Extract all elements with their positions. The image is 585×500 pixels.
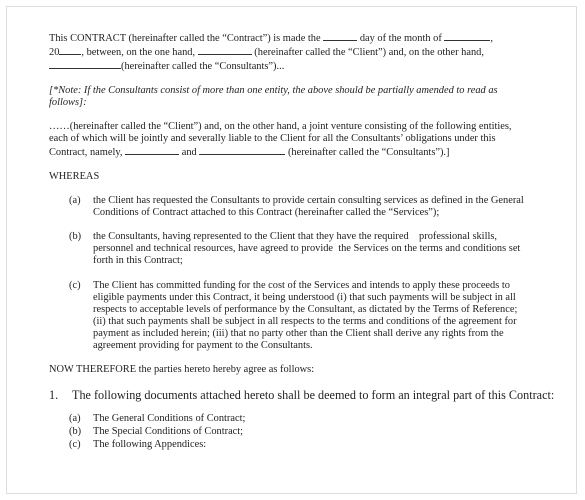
intro-line-3	[49, 59, 549, 73]
intro-text: (hereinafter called the “Client”) and, on the other hand,	[254, 47, 484, 58]
clause-line: (ii) that such payments shall be subject in all respects to the terms and conditions of the agreement for	[93, 316, 517, 327]
item-number: 1.	[49, 388, 59, 402]
note-line: follows]:	[49, 97, 87, 108]
whereas-heading: WHEREAS	[49, 171, 100, 182]
clause-line: the Consultants, having represented to the Client that they have the required professional skills,	[93, 231, 497, 242]
document-item	[49, 439, 549, 451]
document-label: (b)	[69, 426, 82, 437]
jv-text: Contract, namely,	[49, 147, 123, 158]
intro-paragraph	[49, 31, 549, 73]
item-text: The following documents attached hereto shall be deemed to form an integral part of this Contract:	[72, 388, 555, 402]
note-paragraph	[49, 85, 549, 109]
document-text: The Special Conditions of Contract;	[93, 426, 244, 437]
entity-2-blank	[199, 145, 285, 155]
jv-text: (hereinafter called the “Consultants”).]	[287, 147, 450, 158]
intro-text: day of the month of	[359, 33, 442, 44]
month-blank	[444, 31, 490, 41]
year-blank	[59, 45, 81, 55]
entity-1-blank	[125, 145, 179, 155]
consultant-name-blank	[49, 59, 121, 69]
intro-line-1: This CONTRACT (hereinafter called the “Contract”) is made the day of the month of ,	[49, 33, 493, 44]
clause-line: payment as included herein; (iii) that no party other than the Client shall derive any rights from the	[93, 328, 504, 339]
clause-line: forth in this Contract;	[93, 255, 183, 266]
clause-label: (c)	[69, 280, 81, 291]
clause-label: (a)	[69, 195, 81, 206]
clause-line: The Client has committed funding for the cost of the Services and intends to apply these proceeds to	[93, 280, 510, 291]
document-label: (c)	[69, 439, 81, 450]
intro-text: , between, on the one hand,	[81, 47, 196, 58]
jv-line: ……(hereinafter called the “Client”) and, on the other hand, a joint venture consisting of the following entities,	[49, 121, 512, 132]
clause-line: the Client has requested the Consultants to provide certain consulting services as defined in the General	[93, 195, 524, 206]
clause-line: eligible payments under this Contract, it being understood (i) that such payments will be subject in all	[93, 292, 516, 303]
clause-c	[49, 280, 549, 352]
year-prefix: 20	[49, 47, 60, 58]
clause-line: Conditions of Contract attached to this Contract (hereinafter called the “Services”);	[93, 207, 440, 218]
clause-label: (b)	[69, 231, 82, 242]
clause-line: agreement providing for payment to the Consultants.	[93, 340, 313, 351]
note-line: [*Note: If the Consultants consist of more than one entity, the above should be partially amended to read as	[49, 85, 498, 96]
clause-b	[49, 231, 549, 267]
joint-venture-paragraph	[49, 121, 549, 159]
document-text: The following Appendices:	[93, 439, 207, 450]
intro-line-2	[49, 45, 549, 59]
jv-line: each of which will be jointly and severally liable to the Client for all the Consultants’ obligations under this	[49, 133, 496, 144]
item-1	[49, 388, 555, 402]
document-text: The General Conditions of Contract;	[93, 413, 246, 424]
document-item	[49, 426, 549, 438]
day-blank	[323, 31, 357, 41]
clause-line: respects to acceptable levels of performance by the Consultant, as dictated by the Terms of Reference;	[93, 304, 518, 315]
intro-text: (hereinafter called the “Consultants”)...	[121, 61, 285, 72]
now-therefore-line: NOW THEREFORE the parties hereto hereby agree as follows:	[49, 364, 315, 375]
client-name-blank	[198, 45, 252, 55]
contract-document	[49, 31, 555, 451]
jv-text: and	[181, 147, 197, 158]
document-label: (a)	[69, 413, 81, 424]
intro-text: This CONTRACT (hereinafter called the “Contract”) is made the	[49, 33, 321, 44]
document-item	[49, 413, 549, 425]
documents-list	[49, 413, 549, 451]
clause-line: personnel and technical resources, have agreed to provide the Services on the terms and conditions set	[93, 243, 521, 254]
jv-line-3	[49, 145, 549, 159]
clause-a	[49, 195, 549, 219]
